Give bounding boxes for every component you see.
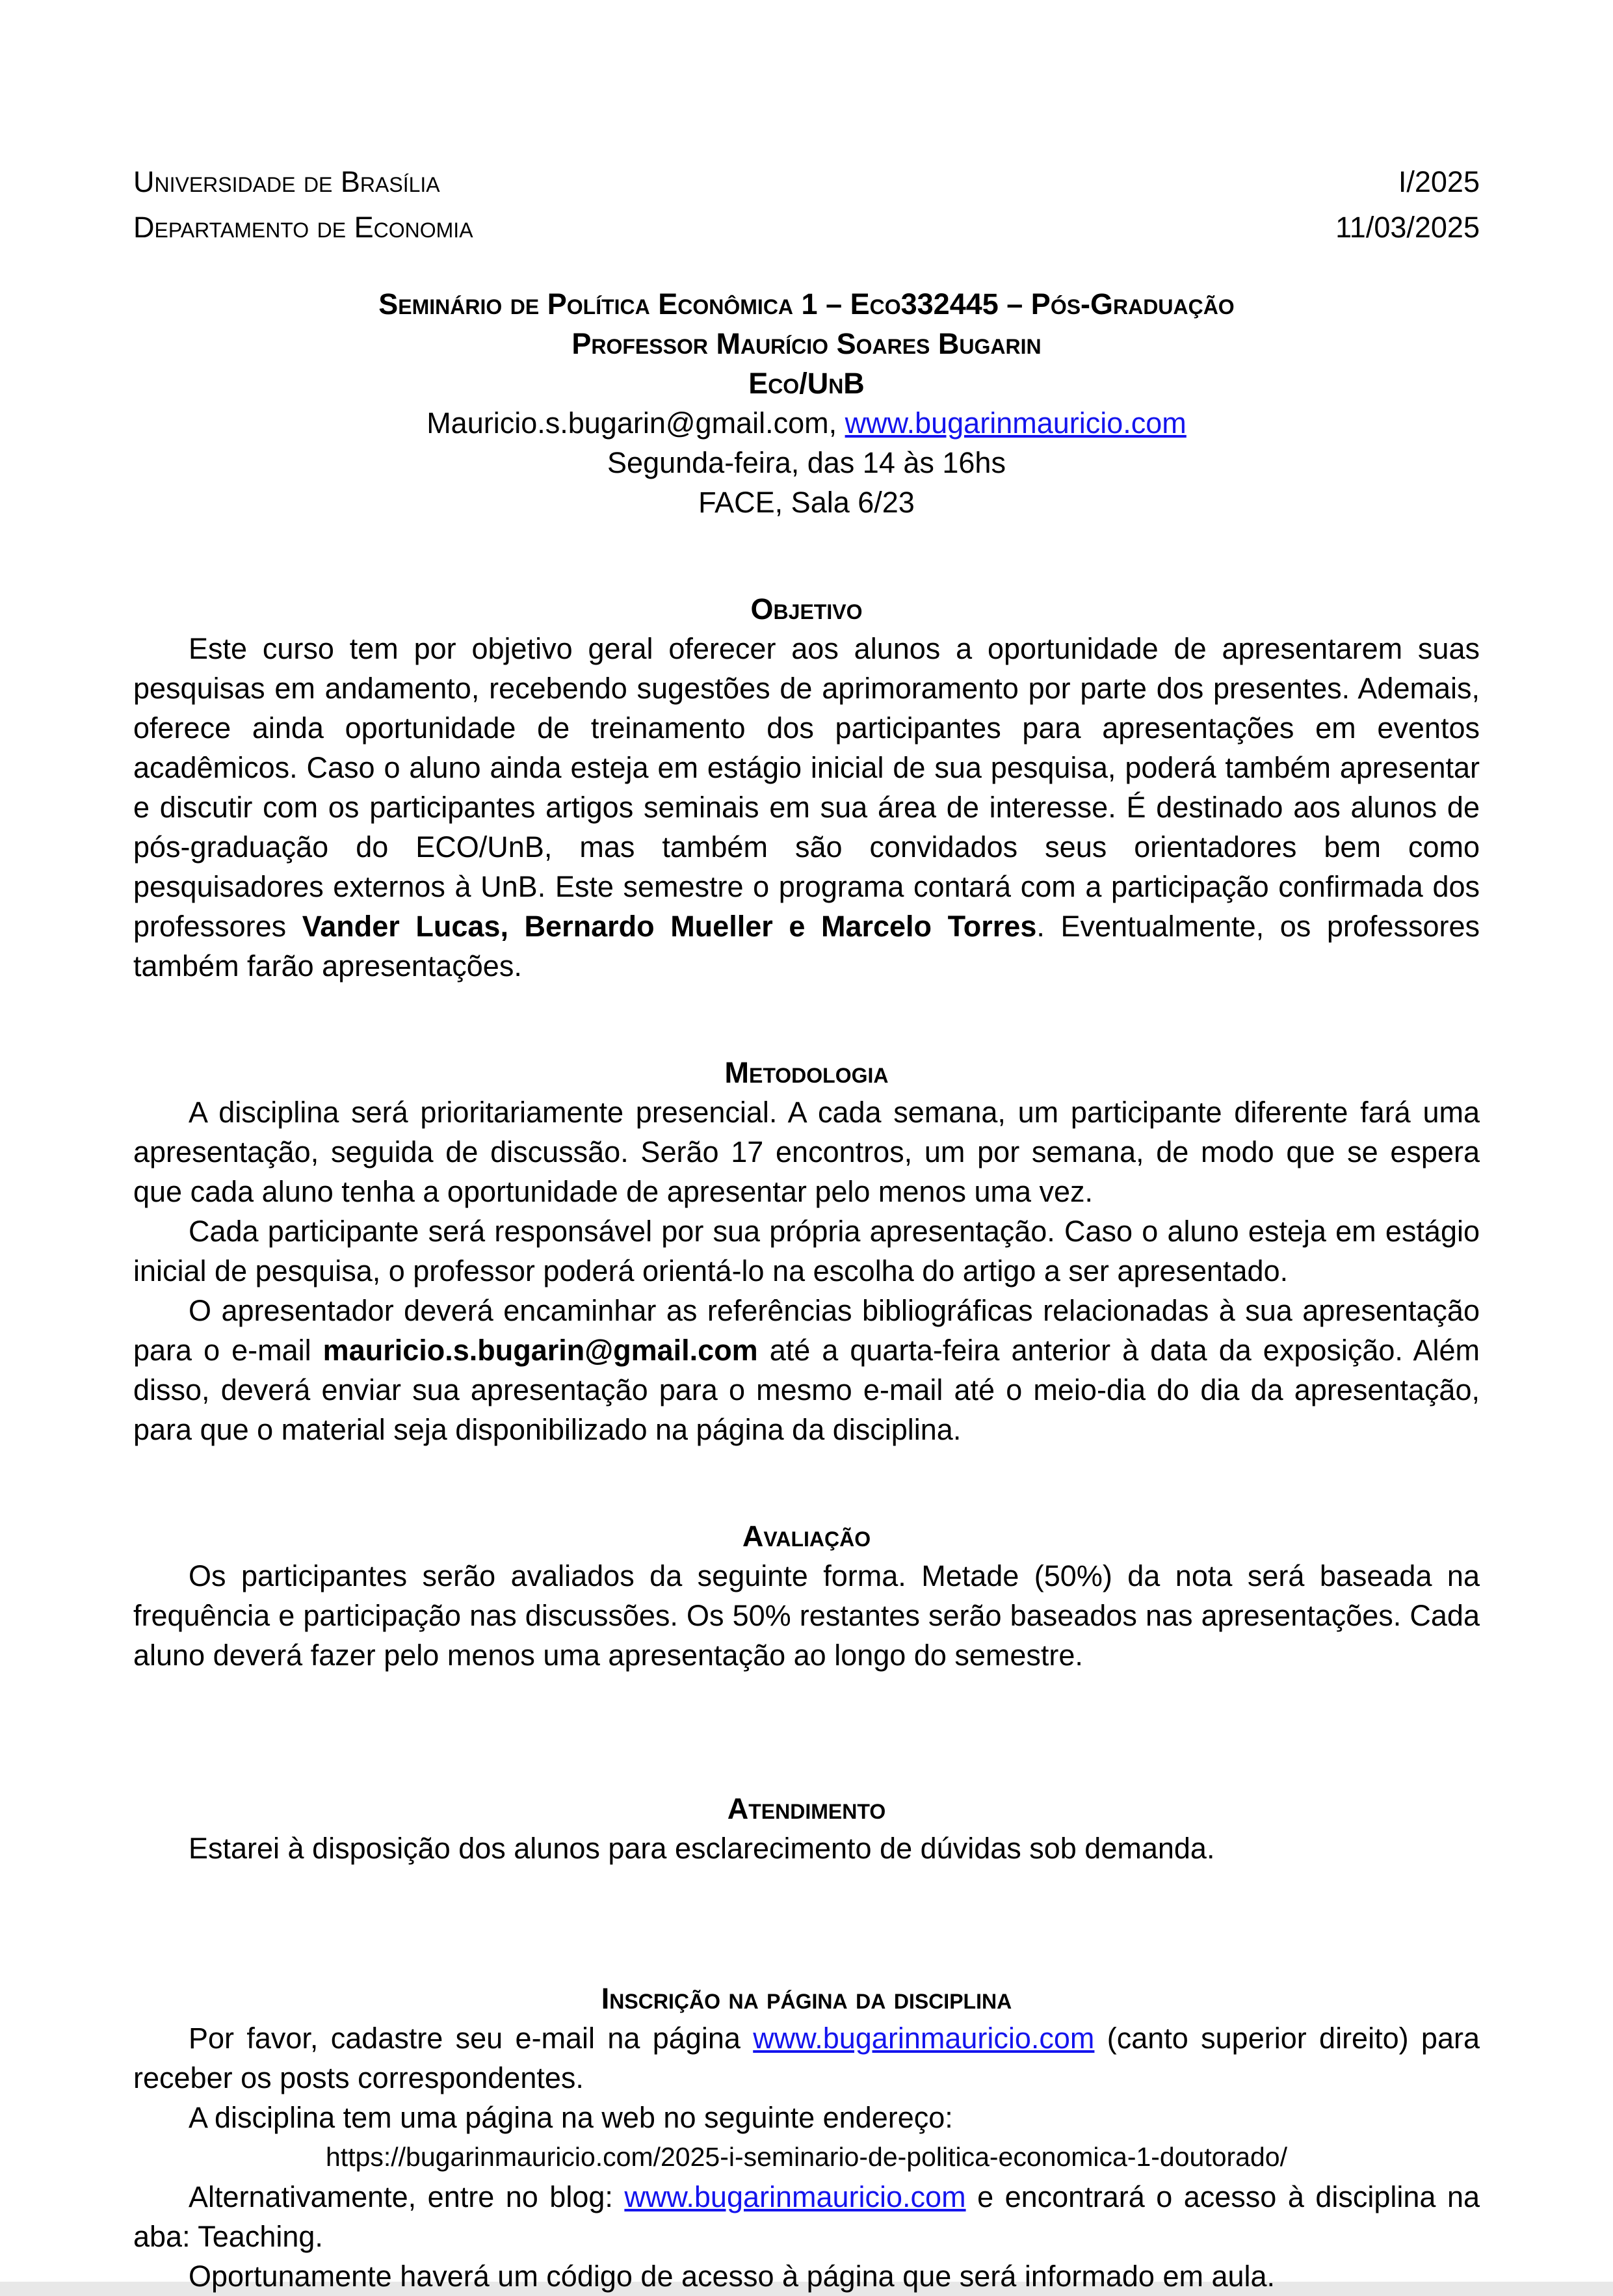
paragraph [133, 1556, 1480, 1675]
body-text: . Eventualmente, os professores também farão apresentações. [133, 910, 1480, 983]
section-heading-avaliacao: Avaliação [742, 1520, 871, 1553]
bold-text: Vander Lucas, Bernardo Mueller e Marcelo Torres [302, 910, 1037, 943]
body-text: (canto superior direito) para receber os posts correspondentes. [133, 2022, 1480, 2094]
bold-text: mauricio.s.bugarin@gmail.com [322, 1334, 758, 1367]
inline-link[interactable]: www.bugarinmauricio.com [753, 2022, 1095, 2055]
section-heading-inscricao-na-pagina-da-disciplina: Inscrição na página da disciplina [601, 1982, 1012, 2015]
section-heading-atendimento: Atendimento [727, 1792, 886, 1825]
schedule-line: Segunda-feira, das 14 às 16hs [607, 446, 1006, 479]
professor-name: Professor Maurício Soares Bugarin [571, 327, 1042, 360]
paragraph [133, 2177, 1480, 2256]
section-inscricao-na-pagina-da-disciplina [133, 1979, 1480, 2296]
section-avaliacao [133, 1516, 1480, 1675]
body-text: até a quarta-feira anterior à data da exposição. Além disso, deverá enviar sua apresentação para o mesmo e-mail até o meio-dia do dia da apresentação, para que o material seja disponibilizado na página da disciplina. [133, 1334, 1480, 1446]
paragraph [133, 1211, 1480, 1291]
paragraph [133, 2256, 1480, 2296]
section-objetivo [133, 589, 1480, 986]
paragraph [133, 2098, 1480, 2137]
paragraph [133, 2137, 1480, 2177]
body-text: Por favor, cadastre seu e-mail na página [189, 2022, 754, 2055]
paragraph [133, 1092, 1480, 1211]
contact-website-link[interactable]: www.bugarinmauricio.com [845, 406, 1187, 440]
body-text: Os participantes serão avaliados da seguinte forma. Metade (50%) da nota será baseada na frequência e participação nas discussões. Os 50% restantes serão baseados nas apresentações. Cada aluno deverá fazer pelo menos uma apresentação ao longo do semestre. [133, 1559, 1480, 1672]
header-right [1335, 159, 1480, 250]
body-text: Oportunamente haverá um código de acesso à página que será informado em aula. [189, 2260, 1276, 2293]
sections [133, 589, 1480, 2296]
body-text: Alternativamente, entre no blog: [189, 2180, 625, 2213]
body-text: Cada participante será responsável por sua própria apresentação. Caso o aluno esteja em estágio inicial de pesquisa, o professor poderá orientá-lo na escolha do artigo a ser apresentado. [133, 1215, 1480, 1287]
paragraph [133, 1291, 1480, 1449]
section-metodologia [133, 1053, 1480, 1449]
body-text: Este curso tem por objetivo geral oferecer aos alunos a oportunidade de apresentarem suas pesquisas em andamento, recebendo sugestões de aprimoramento por parte dos presentes. Ademais, oferece ainda oportunidade de treinamento dos participantes para apresentações em eventos acadêmicos. Caso o aluno ainda esteja em estágio inicial de sua pesquisa, poderá também apresentar e discutir com os participantes artigos seminais em sua área de interesse. É destinado aos alunos de pós-graduação do ECO/UnB, mas também são convidados seus orientadores bem como pesquisadores externos à UnB. Este semestre o programa contará com a participação confirmada dos professores [133, 632, 1480, 943]
header-department: Departamento de Economia [133, 211, 473, 244]
title-block [133, 284, 1480, 522]
body-text: O apresentador deverá encaminhar as referências bibliográficas relacionadas à sua apresentação para o e-mail [133, 1294, 1480, 1367]
room-line: FACE, Sala 6/23 [698, 486, 915, 519]
body-text: A disciplina será prioritariamente presencial. A cada semana, um participante diferente fará uma apresentação, seguida de discussão. Serão 17 encontros, um por semana, de modo que se espera que cada aluno tenha a oportunidade de apresentar pelo menos uma vez. [133, 1096, 1480, 1208]
header-semester: I/2025 [1398, 165, 1480, 198]
body-text: e encontrará o acesso à disciplina na aba: Teaching. [133, 2180, 1480, 2253]
contact-line [133, 403, 1480, 443]
paragraph [133, 2018, 1480, 2098]
header-date: 11/03/2025 [1335, 211, 1480, 244]
contact-email: Mauricio.s.bugarin@gmail.com, [426, 406, 845, 440]
paragraph [133, 1828, 1480, 1868]
course-title: Seminário de Política Econômica 1 – Eco332445 – Pós-Graduação [378, 287, 1235, 321]
header-left [133, 159, 473, 250]
body-text: Estarei à disposição dos alunos para esclarecimento de dúvidas sob demanda. [189, 1832, 1215, 1865]
section-heading-metodologia: Metodologia [724, 1056, 889, 1089]
unit-name: Eco/UnB [748, 367, 865, 400]
inline-link[interactable]: www.bugarinmauricio.com [624, 2180, 966, 2213]
body-text: https://bugarinmauricio.com/2025-i-seminario-de-politica-economica-1-doutorado/ [326, 2142, 1287, 2172]
body-text: A disciplina tem uma página na web no seguinte endereço: [189, 2101, 953, 2134]
section-atendimento [133, 1789, 1480, 1868]
page-header [133, 159, 1480, 250]
header-institution: Universidade de Brasília [133, 165, 440, 198]
paragraph [133, 629, 1480, 986]
section-heading-objetivo: Objetivo [750, 592, 863, 626]
